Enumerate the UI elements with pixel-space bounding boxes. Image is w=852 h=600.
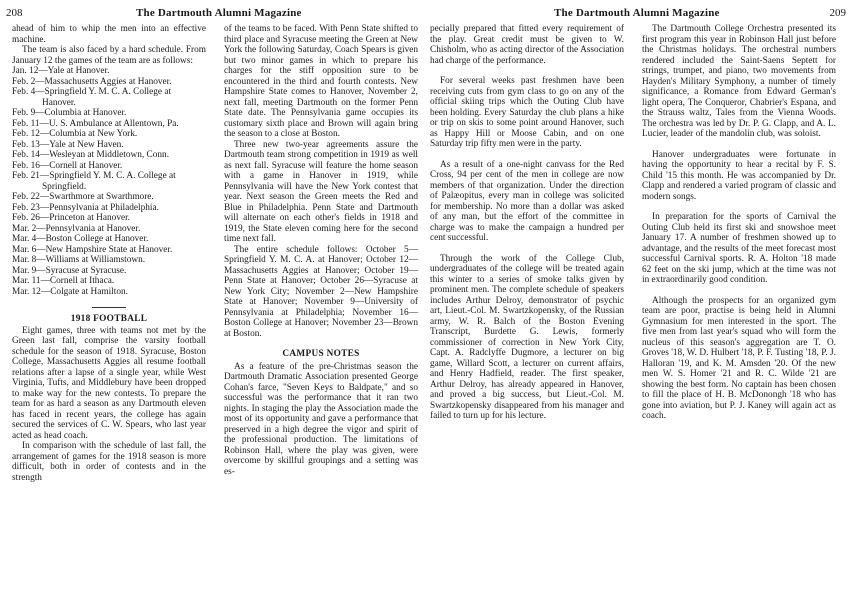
schedule-item: Mar. 12—Colgate at Hamilton. bbox=[12, 286, 128, 297]
running-head bbox=[430, 6, 852, 20]
schedule-item: Feb. 16—Cornell at Hanover. bbox=[12, 160, 123, 171]
left-page bbox=[0, 0, 422, 600]
paragraph: Through the work of the College Club, undergraduates of the college will be treated again this winter to a series of smoke talks given by prominent men. The complete schedule of speakers includes Arthur Delroy, demonstrator of psychic art, Lieut.-Col. M. Swartzkopensky, of the Russian army, W. R. Balch of the Boston Evening Transcript, Burdette G. Lewis, formerly commissioner of correction in New York City, Capt. A. Radclyffe Dugmore, a lecturer on big game, Willard Scott, a lecturer on current affairs, and Henry Hadfield, reader. The first speaker, Arthur Delroy, has already appeared in Hanover, and proved a big success, but Lieut.-Col. M. Swartzkopensky disappeared from his manager and failed to turn up for his lecture. bbox=[430, 253, 624, 421]
schedule-item: Feb. 4—Springfield Y. M. C. A. College at Hanover. bbox=[12, 87, 172, 108]
paragraph: The team is also faced by a hard schedule. From January 12 the games of the team are as follows: bbox=[12, 45, 206, 66]
section-heading-football: 1918 FOOTBALL bbox=[70, 314, 148, 324]
schedule-item: Jan. 12—Yale at Hanover. bbox=[12, 66, 110, 76]
schedule-item: Mar. 9—Syracuse at Syracuse. bbox=[12, 265, 127, 276]
left-column-2 bbox=[224, 24, 418, 477]
paragraph: Hanover undergraduates were fortunate in having the opportunity to hear a recital by F. S. Child '15 this month. He was accompanied by Dr. Clapp and rendered a varied program of classic and modern songs. bbox=[642, 149, 836, 202]
basketball-schedule bbox=[12, 66, 206, 297]
schedule-item: Feb. 26—Princeton at Hanover. bbox=[12, 213, 130, 223]
schedule-item: Feb. 9—Columbia at Hanover. bbox=[12, 108, 127, 118]
right-page bbox=[430, 0, 852, 600]
schedule-item: Mar. 11—Cornell at Ithaca. bbox=[12, 276, 115, 286]
page-number: 209 bbox=[829, 7, 846, 19]
schedule-item: Feb. 13—Yale at New Haven. bbox=[12, 139, 124, 150]
right-column-1 bbox=[430, 24, 624, 422]
paragraph: Eight games, three with teams not met by the Green last fall, comprise the varsity football schedule for the season of 1918. Syracuse, Boston College, Massachusetts Aggies all resume football relations after a lapse of a single year, while West Virginia, Tufts, and Middlebury have been dropped to make way for the new contests. To prepare the team for as hard a season as any Dartmouth eleven has faced in recent years, the college has again secured the services of C. W. Spears, who last year acted as head coach. bbox=[12, 325, 206, 441]
paragraph: As a feature of the pre-Christmas season the Dartmouth Dramatic Association presented George Cohan's farce, "Seven Keys to Baldpate," and so successful was the performance that it ran two nights. In staging the play the Association made the most of its opportunity and gave a performance that preserved in a high degree the vigor and spirit of the professional production. The limitations of Robinson Hall, where the play was given, were overcome by skillful groupings and a setting was es- bbox=[224, 361, 418, 477]
schedule-item: Feb. 11—U. S. Ambulance at Allentown, Pa. bbox=[12, 118, 179, 129]
paragraph: For several weeks past freshmen have been receiving cuts from gym class to go on any of the official skiing trips which the Outing Club have been holding. Every Saturday the club plans a hike or trip on skis to some point around Hanover, such as Happy Hill or Moose Cabin, and on one Saturday trip fifty men were in the party. bbox=[430, 76, 624, 149]
paragraph: As a result of a one-night canvass for the Red Cross, 94 per cent of the men in college are now members of that organization. Under the direction of Palæopitus, every man in college was solicited for membership. No more than a dollar was asked of any man, but the effort of the committee in charge was to make the campaign a hundred per cent successful. bbox=[430, 159, 624, 243]
running-title: The Dartmouth Alumni Magazine bbox=[554, 7, 720, 19]
schedule-item: Feb. 22—Swarthmore at Swarthmore. bbox=[12, 192, 154, 202]
left-column-1 bbox=[12, 24, 206, 483]
right-column-2 bbox=[642, 24, 836, 422]
running-head bbox=[0, 6, 422, 20]
schedule-item: Mar. 8—Williams at Williamstown. bbox=[12, 255, 146, 265]
schedule-item: Mar. 6—New Hampshire State at Hanover. bbox=[12, 244, 173, 255]
schedule-item: Feb. 14—Wesleyan at Middletown, Conn. bbox=[12, 150, 170, 160]
schedule-item: Feb. 12—Columbia at New York. bbox=[12, 129, 138, 139]
paragraph: ahead of him to whip the men into an effective machine. bbox=[12, 24, 206, 45]
schedule-item: Feb. 2—Massachusetts Aggies at Hanover. bbox=[12, 76, 172, 87]
paragraph: In preparation for the sports of Carnival the Outing Club held its first ski and snowshoe meet January 17. A number of freshmen showed up to advantage, and the results of the meet forecast most successful Carnival sports. R. A. Holton '18 made 62 feet on the ski jump, which at the time was not in extraordinarily good condition. bbox=[642, 212, 836, 285]
paragraph: Three new two-year agreements assure the Dartmouth team strong competition in 1919 as well as next fall. Syracuse will feature the home season with a game in Hanover in 1919, while Pennsylvania will have the New York contest that year. Next season the Green meets the Red and Blue in Philadelphia. Penn State and Dartmouth will alternate on each other's fields in 1918 and 1919, the State eleven coming here for the second time next fall. bbox=[224, 139, 418, 244]
schedule-item: Mar. 4—Boston College at Hanover. bbox=[12, 234, 149, 244]
paragraph: In comparison with the schedule of last fall, the arrangement of games for the 1918 season is more difficult, both in order of contests and in the strength bbox=[12, 441, 206, 483]
paragraph: Although the prospects for an organized gym team are poor, practise is being held in Alumni Gymnasium for men interested in the sport. The five men from last year's squad who will form the nucleus of this season's aggregation are T. O. Groves '18, W. D. Hulbert '18, P. F. Tusting '18, P. J. Halloran '19, and K. M. Amsden '20. Of the new men W. S. Homer '21 and R. C. Wilde '21 are showing the best form. No captain has been chosen to fill the place of H. B. McDonongh '18 who has gone into aviation, but P. J. Kaney will again act as coach. bbox=[642, 295, 836, 421]
schedule-item: Feb. 21—Springfield Y. M. C. A. College at Springfield. bbox=[12, 171, 176, 192]
section-heading-campus-notes: CAMPUS NOTES bbox=[282, 349, 360, 359]
paragraph: The Dartmouth College Orchestra presented its first program this year in Robinson Hall just before the Christmas holidays. The orchestral numbers rendered included the Saint-Saens Septett for strings, trumpet, and piano, two movements from Hayden's Military Symphony, a number of timely significance, a Romance from Edward German's light opera, The Conqueror, Chabrier's Espana, and the Strauss waltz, Tales from the Vienna Woods. The orchestra was led by Dr. P. G. Clapp, and A. L. Lucier, leader of the mandolin club, was soloist. bbox=[642, 24, 836, 139]
page-number: 208 bbox=[6, 7, 23, 19]
paragraph: The entire schedule follows: October 5—Springfield Y. M. C. A. at Hanover; October 12—Massachusetts Aggies at Hanover; October 19—Penn State at Hanover; October 26—Syracuse at New York City; November 2—New Hampshire State at Hanover; November 9—University of Pennsylvania at Philadelphia; November 16—Boston College at Hanover; November 23—Brown at Boston. bbox=[224, 244, 418, 339]
paragraph: of the teams to be faced. With Penn State shifted to third place and Syracuse meeting the Green at New York the following Saturday, Coach Spears is given but two minor games in which to prepare his charges for the stiff opposition sure to be encountered in the third and fourth contests. New Hampshire State comes to Hanover, November 2, next fall, meeting Dartmouth on the former Penn State date. The Pennsylvania game occupies its customary sixth place and Brown will again bring the season to a close at Boston. bbox=[224, 24, 418, 139]
section-divider bbox=[92, 307, 126, 308]
schedule-item: Feb. 23—Pennsylvania at Philadelphia. bbox=[12, 202, 159, 213]
paragraph: pecially prepared that fitted every requirement of the play. Great credit must be given to W. Chisholm, who as acting director of the Association had charge of the performance. bbox=[430, 24, 624, 66]
schedule-item: Mar. 2—Pennsylvania at Hanover. bbox=[12, 223, 141, 234]
running-title: The Dartmouth Alumni Magazine bbox=[136, 7, 302, 19]
